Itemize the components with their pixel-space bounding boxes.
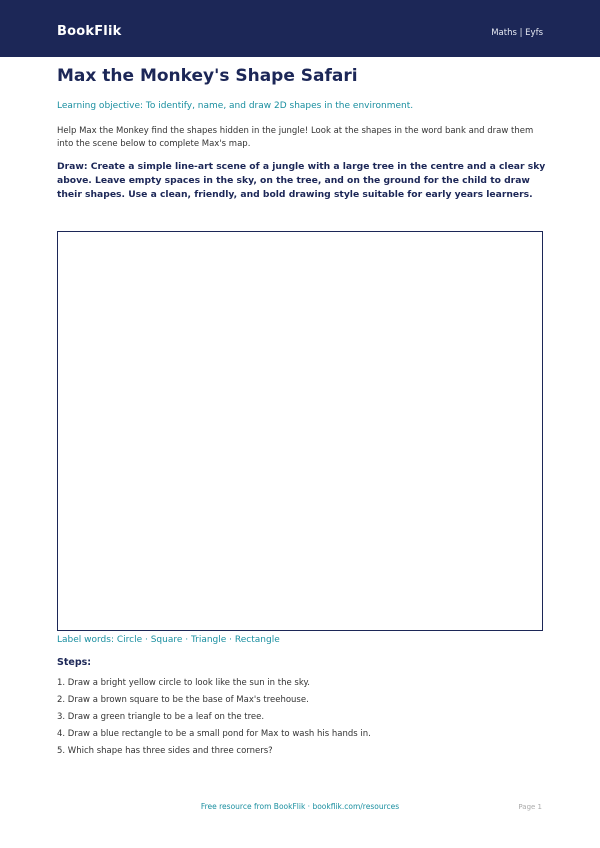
steps-heading: Steps:	[57, 657, 92, 668]
page-title: Max the Monkey's Shape Safari	[57, 66, 358, 86]
drawing-area[interactable]	[57, 231, 543, 631]
label-words: Label words: Circle · Square · Triangle · Rectangle	[57, 635, 280, 645]
step-item: 4. Draw a blue rectangle to be a small pond for Max to wash his hands in.	[57, 729, 371, 739]
step-item: 5. Which shape has three sides and three corners?	[57, 746, 273, 756]
intro-text: Help Max the Monkey find the shapes hidden in the jungle! Look at the shapes in the word bank and draw them into the scene below to complete Max's map.	[57, 126, 534, 149]
footer-note: Free resource from BookFlik · bookflik.com/resources	[200, 802, 400, 811]
header-bar	[0, 0, 600, 57]
steps-list	[57, 675, 547, 760]
step-item: 2. Draw a brown square to be the base of Max's treehouse.	[57, 695, 309, 705]
step-item: 3. Draw a green triangle to be a leaf on the tree.	[57, 712, 265, 722]
page-number: Page 1	[518, 803, 542, 811]
brand-logo[interactable]: BookFlik	[57, 24, 122, 39]
step-item: 1. Draw a bright yellow circle to look like the sun in the sky.	[57, 678, 310, 688]
draw-instruction: Draw: Create a simple line-art scene of a jungle with a large tree in the centre and a clear sky above. Leave empty spaces in the sky, on the tree, and on the ground for the child to draw their shapes. Use a clean, friendly, and bold drawing style suitable for early years learners.	[57, 161, 546, 200]
learning-objective: Learning objective: To identify, name, and draw 2D shapes in the environment.	[57, 101, 414, 111]
subject-tags: Maths | Eyfs	[491, 28, 543, 38]
